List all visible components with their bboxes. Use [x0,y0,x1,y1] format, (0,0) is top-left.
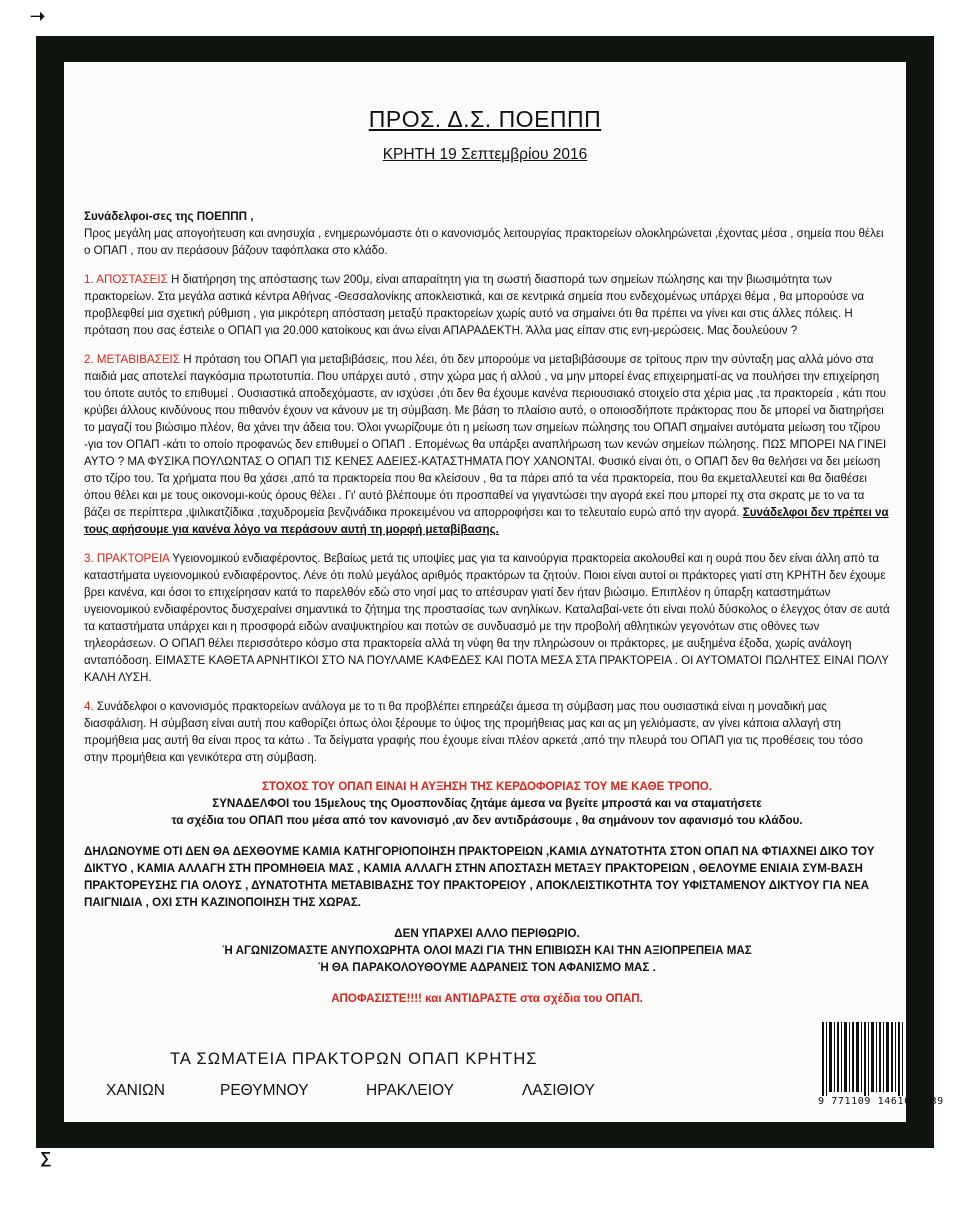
letter-title: ΠΡΟΣ. Δ.Σ. ΠΟΕΠΠΠ [368,106,602,132]
declaration: ΔΗΛΩΝΟΥΜΕ ΟΤΙ ΔΕΝ ΘΑ ΔΕΧΘΟΥΜΕ ΚΑΜΙΑ ΚΑΤΗΓΟΡΙΟΠΟΙΗΣΗ ΠΡΑΚΤΟΡΕΙΩΝ ,ΚΑΜΙΑ ΔΥΝΑΤΟΤΗΤΑ ΣΤΟΝ ΟΠΑΠ ΝΑ ΦΤΙΑΧΝΕΙ ΔΙΚΟ ΤΟΥ ΔΙΚΤΥΟ , ΚΑΜΙΑ ΑΛΛΑΓΗ ΣΤΗ ΠΡΟΜΗΘΕΙΑ ΜΑΣ , ΚΑΜΙΑ ΑΛΛΑΓΗ ΣΤΗΝ ΑΠΟΣΤΑΣΗ ΜΕΤΑΞΥ ΠΡΑΚΤΟΡΕΙΩΝ , ΘΕΛΟΥΜΕ ΕΝΙΑΙΑ ΣΥΜ-ΒΑΣΗ ΠΡΑΚΤΟΡΕΥΣΗΣ ΓΙΑ ΟΛΟΥΣ , ΔΥΝΑΤΟΤΗΤΑ ΜΕΤΑΒΙΒΑΣΗΣ ΤΟΥ ΠΡΑΚΤΟΡΕΙΟΥ , ΑΠΟΚΛΕΙΣΤΙΚΟΤΗΤΑ ΤΟΥ ΥΦΙΣΤΑΜΕΝΟΥ ΔΙΚΤΥΟΥ ΓΙΑ ΝΕΑ ΠΑΙΓΝΙΔΙΑ , ΟΧΙ ΣΤΗ ΚΑΖΙΝΟΠΟΙΗΣΗ ΤΗΣ ΧΩΡΑΣ. [84,845,875,909]
section-agencies [84,550,890,686]
intro-paragraph: Προς μεγάλη μας απογοήτευση και ανησυχία , ενημερωνόμαστε ότι ο κανονισμός λειτουργίας πρακτορείων ολοκληρώνεται ,έχοντας μέσα , σημεία που θέλει ο ΟΠΑΠ , που αν περάσουν βάζουν ταφόπλακα στο κλάδο. [84,227,884,257]
city-rethymno: ΡΕΘΥΜΝΟΥ [220,1082,309,1099]
issue-number: 39 [930,1096,944,1107]
city-chania: ΧΑΝΙΩΝ [106,1082,165,1099]
letter-body [84,208,890,1007]
appeal-line-2: τα σχέδια του ΟΠΑΠ που μέσα από τον κανονισμό ,αν δεν αντιδράσουμε , θα σημάνουν τον αφανισμό του κλάδου. [171,814,803,827]
section-heading: 2. ΜΕΤΑΒΙΒΑΣΕΙΣ [84,353,180,366]
section-text: Η πρόταση του ΟΠΑΠ για μεταβιβάσεις, που λέει, ότι δεν μπορούμε να μεταβιβάσουμε σε τρίτους πριν την σύνταξη μας αλλά μόνο στα παιδιά μας αποτελεί παγκόσμια πρωτοτυπία. Που υπάρχει αυτό , στην χώρα μας ή αλλού , να μην μπορεί ένας επιχειρηματί-ας να πουλήσει την επιχείρηση του όποτε αυτός το επιθυμεί . Ουσιαστικά αποδεχόμαστε, αν ισχύσει ,ότι δεν θα έχουμε κανένα περιουσιακό στοιχείο στα χέρια μας ,τα πρακτορεία , κάτι που κρύβει άλλους κινδύνους που πιθανόν έχουν να κάνουν με τη σύμβαση. Με βάση το πλαίσιο αυτό, ο οποιοσδήποτε πράκτορας που δε μπορεί να διατηρήσει το μαγαζί του βιώσιμο πλέον, θα χάνει την άδεια του. Όλοι γνωρίζουμε ότι η μείωση των σημείων πώλησης του ΟΠΑΠ σημαίνει αυτόματα μείωση του τζίρου -για τον ΟΠΑΠ -κάτι το οποίο προφανώς δεν επιθυμεί ο ΟΠΑΠ . Επομένως θα υπάρξει αναπλήρωση των κενών σημείων πώλησης. ΠΩΣ ΜΠΟΡΕΙ ΝΑ ΓΙΝΕΙ ΑΥΤΟ ? ΜΑ ΦΥΣΙΚΑ ΠΟΥΛΩΝΤΑΣ Ο ΟΠΑΠ ΤΙΣ ΚΕΝΕΣ ΑΔΕΙΕΣ-ΚΑΤΑΣΤΗΜΑΤΑ ΠΟΥ ΧΑΝΟΝΤΑΙ. Φυσικό είναι ότι, ο ΟΠΑΠ δεν θα θελήσει να δει μείωση στο τζίρο του. Τα χρήματα που θα χάσει ,από τα πρακτορεία που θα κλείσουν , θα τα πάρει από τα νέα πρακτορεία, που θα εκμεταλλευτεί και θα διαθέσει όπου θέλει και με τους οικονομι-κούς όρους θέλει . Γι' αυτό βλέπουμε ότι προσπαθεί να γιγαντώσει την αγορά εκεί που μπορεί πχ στα σκρατς με το να τα βάζει σε περίπτερα ,ψιλικατζίδικα ,ταχυδρομεία βενζινάδικα προκειμένου να απορροφήσει και το τελευταίο ευρώ από την αγορά. [84,353,887,519]
closing-line-1: ΔΕΝ ΥΠΑΡΧΕΙ ΑΛΛΟ ΠΕΡΙΘΩΡΙΟ. [394,927,580,940]
goal-line: ΣΤΟΧΟΣ ΤΟΥ ΟΠΑΠ ΕΙΝΑΙ Η ΑΥΞΗΣΗ ΤΗΣ ΚΕΡΔΟΦΟΡΙΑΣ ΤΟΥ ΜΕ ΚΑΘΕ ΤΡΟΠΟ. [261,780,713,793]
city-lasithi: ΛΑΣΙΘΙΟΥ [522,1082,595,1099]
section-transfers [84,351,890,538]
barcode-number: 9 771109 146104 39 [818,1096,944,1107]
closing-line-3: Ή ΘΑ ΠΑΡΑΚΟΛΟΥΘΟΥΜΕ ΑΔΡΑΝΕΙΣ ΤΟΝ ΑΦΑΝΙΣΜΟ ΜΑΣ . [318,961,656,974]
letter-sheet [64,62,906,1122]
corner-registration-mark: ➝ [30,6,46,26]
section-distances [84,271,890,339]
city-heraklion: ΗΡΑΚΛΕΙΟΥ [366,1082,454,1099]
section-text: Η διατήρηση της απόστασης των 200μ, είναι απαραίτητη για τη σωστή διασπορά των σημείων πώλησης και την βιωσιμότητα των πρακτορείων. Στα μεγάλα αστικά κέντρα Αθήνας -Θεσσαλονίκης αποκλειστικά, και σε κεντρικά σημεία που ενδεχομένως υπάρχει θέμα , θα μπορούσε να προβλεφθεί μια σχετική ρύθμιση , για μικρότερη απόσταση μεταξύ πρακτορείων χωρίς αυτό να σημαίνει ότι θα πρέπει να γίνει και στις άλλες πόλεις. Η πρόταση που σας έστειλε ο ΟΠΑΠ για 20.000 κατοίκους και άνω είναι ΑΠΑΡΑΔΕΚΤΗ. Άλλα μας είπαν στις ενη-μερώσεις. Μας δουλεύουν ? [84,273,865,337]
barcode-bars [822,1022,915,1096]
appeal-line-1: ΣΥΝΑΔΕΛΦΟΙ του 15μελους της Ομοσπονδίας ζητάμε άμεσα να βγείτε μπροστά και να σταματήσετε [212,797,762,810]
section-heading: 3. ΠΡΑΚΤΟΡΕΙΑ [84,552,170,565]
section-heading: 1. ΑΠΟΣΤΑΣΕΙΣ [84,273,168,286]
section-emphasis: Συνάδελφοι δεν πρέπει να τους αφήσουμε για κανένα λόγο να περάσουν αυτή τη μορφή μεταβίβασης. [84,506,889,536]
section-text: Υγειονομικού ενδιαφέροντος. Βεβαίως μετά τις υποψίες μας για τα καινούργια πρακτορεία ακολουθεί και η ουρά που δεν είναι άλλη από τα καταστήματα υγειονομικού ενδιαφέροντος. Λένε ότι πολύ μεγάλος αριθμός πρακτόρων τα ζητούν. Ποιοι είναι αυτοί οι πράκτορες γιατί στη ΚΡΗΤΗ δεν έχουμε βρει κανένα, και όσοι το επιχείρησαν κατά το παρελθόν εδώ στο νησί μας το απέσυραν γιατί δεν ήταν βιώσιμο. Επιπλέον η ύπαρξη καταστημάτων υγειονομικού ενδιαφέροντος δυσχεραίνει σημαντικά το ζήτημα της προστασίας των ανηλίκων. Καταλαβαί-νετε ότι είναι πολύ δύσκολος ο έλεγχος όταν σε αυτά τα καταστήματα υπάρχει και η προσφορά ειδών αναψυκτηρίου και ποτών σε συνδυασμό με την προβολή αθλητικών γεγονότων στις οθόνες των τηλεοράσεων. Ο ΟΠΑΠ θέλει περισσότερο κόσμο στα πρακτορεία αλλά τη νύφη θα την πληρώσουν οι πράκτορες, με αυξημένα έξοδα, χωρίς ανάλογη ανταπόδοση. ΕΙΜΑΣΤΕ ΚΑΘΕΤΑ ΑΡΝΗΤΙΚΟΙ ΣΤΟ ΝΑ ΠΟΥΛΑΜΕ ΚΑΦΕΔΕΣ ΚΑΙ ΠΟΤΑ ΜΕΣΑ ΣΤΑ ΠΡΑΚΤΟΡΕΙΑ . ΟΙ ΑΥΤΟΜΑΤΟΙ ΠΩΛΗΤΕΣ ΕΙΝΑΙ ΠΟΛΥ ΚΑΛΗ ΛΥΣΗ. [84,552,890,684]
section-heading: 4. [84,700,94,713]
closing-line-2: Ή ΑΓΩΝΙΖΟΜΑΣΤΕ ΑΝΥΠΟΧΩΡΗΤΑ ΟΛΟΙ ΜΑΖΙ ΓΙΑ ΤΗΝ ΕΠΙΒΙΩΣΗ ΚΑΙ ΤΗΝ ΑΞΙΟΠΡΕΠΕΙΑ ΜΑΣ [222,944,752,957]
section-text: Συνάδελφοι ο κανονισμός πρακτορείων ανάλογα με το τι θα προβλέπει επηρεάζει άμεσα τη σύμβαση μας που ουσιαστικά είναι η μοναδική μας διασφάλιση. Η σύμβαση είναι αυτή που καθορίζει όπως όλοι ξέρουμε το ύψος της προμήθειας μας και ας μη γελιόμαστε, αν γίνει κάποια αλλαγή στη προμήθεια μας αυτή θα είναι προς τα κάτω . Τα δείγματα γραφής που έχουμε είναι πλέον αρκετά ,από την πλευρά του ΟΠΑΠ για τις προθέσεις του τόσο στην προμήθεια και γενικότερα στη σύμβαση. [84,700,863,764]
call-to-action: ΑΠΟΦΑΣΙΣΤΕ!!!! και ΑΝΤΙΔΡΑΣΤΕ στα σχέδια του ΟΠΑΠ. [331,992,643,1005]
letter-date-line: ΚΡΗΤΗ 19 Σεπτεμβρίου 2016 [382,146,588,163]
greeting: Συνάδελφοι-σες της ΠΟΕΠΠΠ , [84,210,254,223]
bottom-registration-mark: ∑ [40,1150,52,1167]
barcode [822,1022,916,1102]
section-contract [84,698,890,766]
signatory-line: ΤΑ ΣΩΜΑΤΕΙΑ ΠΡΑΚΤΟΡΩΝ ΟΠΑΠ ΚΡΗΤΗΣ [170,1050,538,1068]
